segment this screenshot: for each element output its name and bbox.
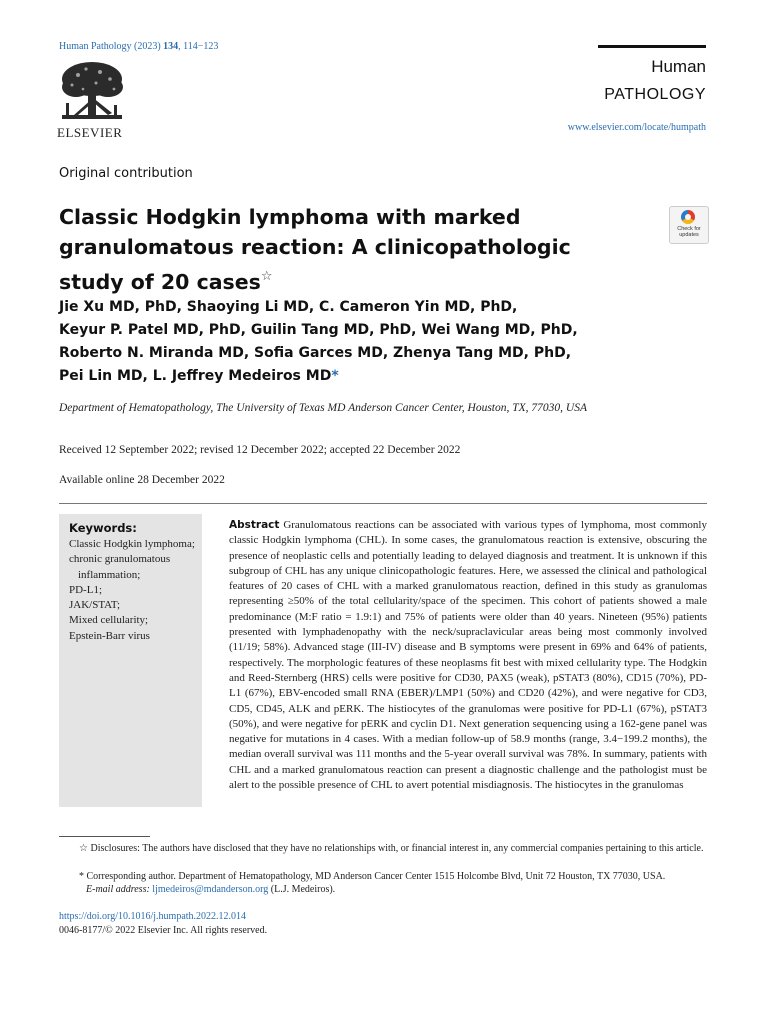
article-title-text: Classic Hodgkin lymphoma with marked granulomatous reaction: A clinicopathologic study of 20 cases xyxy=(59,205,571,294)
abstract-label: Abstract xyxy=(229,519,280,531)
divider xyxy=(59,503,707,504)
keyword-item: Mixed cellularity; xyxy=(69,614,149,627)
citation-volume: 134 xyxy=(163,41,179,52)
citation-pages: , 114−123 xyxy=(178,41,219,52)
keyword-item: Epstein-Barr virus xyxy=(69,629,150,642)
keyword-item: Classic Hodgkin lymphoma; xyxy=(69,538,195,550)
corresponding-footnote-mark: * xyxy=(79,871,84,882)
author-line: Keyur P. Patel MD, PhD, Guilin Tang MD, PhD, Wei Wang MD, PhD, xyxy=(59,322,578,338)
journal-url-link[interactable]: www.elsevier.com/locate/humpath xyxy=(567,122,706,133)
doi-link[interactable]: https://doi.org/10.1016/j.humpath.2022.12.014 xyxy=(59,911,247,922)
abstract-text: Granulomatous reactions can be associated with various types of lymphoma, most commonly classic Hodgkin lymphoma (CHL). In some cases, the granulomatous reaction is extensive, obscuring the presence of neoplastic cells and potentially leading to delayed diagnosis and treatment. It is unknown if this subgroup of CHL has any unique clinicopathologic features. Here, we assessed the clinical and pathological features of 20 cases of CHL with a marked granulomatous reaction, defined in this study as granulomas representing ≥50% of the total cellularity/space of the specimen. This cohort of patients showed a male predominance (M:F ratio = 1.9:1) and 75% of patients were older than 40 years. Nineteen (95%) patients presented with lymphadenopathy with the neck/supraclavicular areas being most commonly involved (11/19; 58%). Advanced stage (III-IV) disease and B symptoms were present in 69% and 64% of patients, respectively. The morphologic features of these neoplasms fit best with mixed cellularity type. The Hodgkin and Reed-Sternberg (HRS) cells were positive for CD30, PAX5 (weak), pSTAT3 (80%), CD15 (70%), PD-L1 (67%), EBV-encoded small RNA (EBER)/LMP1 (50%) and CD20 (42%), and were negative for CD3, CD5, CD45, ALK and pERK. The histiocytes of the granulomas were positive for PD-L1 (67%), pSTAT3 (50%), and were negative for pERK and cyclin D1. Next generation sequencing using a 162-gene panel was negative for mutations in 4 cases. With a median follow-up of 58.9 months (range, 3.4−199.2 months), the median overall survival was 111 months and the 5-year overall survival was 78%. In summary, patients with CHL and a marked granulomatous reaction can present a diagnostic challenge and the pathologist must be alert to the possible presence of CHL to avert potential misdiagnosis. The histiocytes in the granulomas xyxy=(229,519,707,792)
journal-rule xyxy=(598,45,706,48)
email-footnote xyxy=(59,882,707,897)
corresponding-footnote-text: Corresponding author. Department of Hematopathology, MD Anderson Cancer Center 1515 Holcombe Blvd, Unit 72 Houston, TX 77030, USA. xyxy=(86,871,666,882)
disclosure-footnote-mark: ☆ xyxy=(79,843,88,854)
keywords-list xyxy=(69,537,197,644)
citation-journal: Human Pathology (2023) xyxy=(59,41,164,52)
corresponding-author-link[interactable]: * xyxy=(331,368,339,384)
check-updates-label: Check for updates xyxy=(677,226,701,238)
article-title xyxy=(59,202,639,297)
publisher-name: ELSEVIER xyxy=(57,125,123,140)
author-line: Jie Xu MD, PhD, Shaoying Li MD, C. Cameron Yin MD, PhD, xyxy=(59,299,518,315)
title-footnote-icon[interactable]: ☆ xyxy=(260,269,273,284)
author-line-text: Pei Lin MD, L. Jeffrey Medeiros MD xyxy=(59,368,332,384)
disclosure-footnote-text: Disclosures: The authors have disclosed that they have no relationships with, or financial interest in, any commercial companies pertaining to this article. xyxy=(90,843,704,854)
history-dates: Received 12 September 2022; revised 12 December 2022; accepted 22 December 2022 xyxy=(59,444,461,456)
journal-citation[interactable] xyxy=(59,41,218,52)
email-link[interactable]: ljmedeiros@mdanderson.org xyxy=(152,884,269,895)
abstract xyxy=(229,518,707,793)
disclosure-footnote xyxy=(59,841,707,856)
affiliation: Department of Hematopathology, The University of Texas MD Anderson Cancer Center, Houston, TX, 77030, USA xyxy=(59,402,588,414)
elsevier-tree-logo xyxy=(56,59,128,125)
check-updates-icon xyxy=(681,210,695,224)
author-line: Roberto N. Miranda MD, Sofia Garces MD, Zhenya Tang MD, PhD, xyxy=(59,345,572,361)
author-line xyxy=(59,365,699,388)
keyword-item: PD-L1; xyxy=(69,583,102,596)
available-online-date: Available online 28 December 2022 xyxy=(59,474,225,486)
keyword-item: chronic granulomatous inflammation; xyxy=(69,553,171,581)
journal-name-line1: Human xyxy=(651,57,706,76)
check-for-updates-button[interactable] xyxy=(669,206,709,244)
copyright-notice: 0046-8177/© 2022 Elsevier Inc. All rights reserved. xyxy=(59,925,268,936)
article-section: Original contribution xyxy=(59,166,193,181)
footnote-divider xyxy=(59,836,150,837)
keyword-item: JAK/STAT; xyxy=(69,599,121,612)
email-owner: (L.J. Medeiros). xyxy=(270,884,336,895)
journal-name-line2: PATHOLOGY xyxy=(604,86,706,103)
author-list xyxy=(59,296,699,388)
keywords-heading: Keywords: xyxy=(69,521,137,535)
email-label: E-mail address: xyxy=(86,884,150,895)
